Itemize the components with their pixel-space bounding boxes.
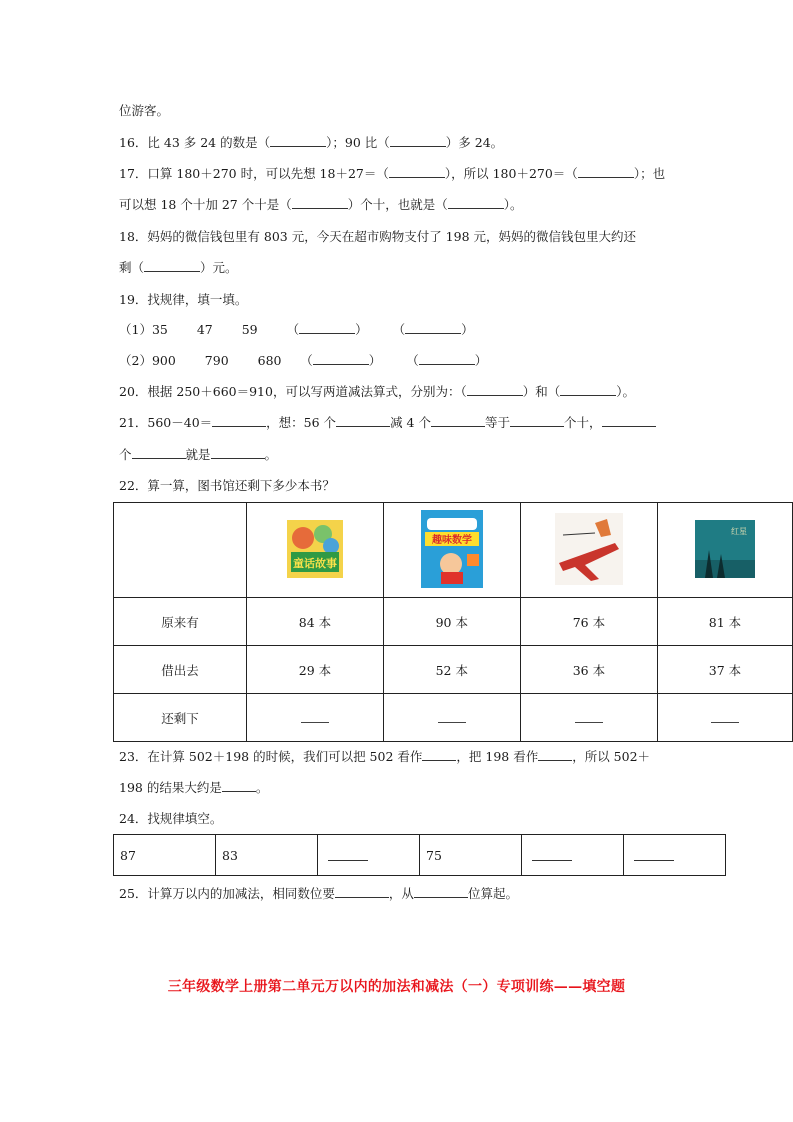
answer-cell[interactable]: [383, 694, 520, 742]
answer-blank[interactable]: [578, 165, 634, 178]
table-row: [114, 646, 793, 694]
sequence-answer-cell[interactable]: [624, 835, 726, 876]
answer-blank[interactable]: [389, 165, 445, 178]
sequence-cell: 87: [114, 835, 216, 876]
question-21-cont: 个 就是 。: [119, 447, 278, 462]
answer-blank[interactable]: [211, 446, 265, 459]
answer-blank[interactable]: [510, 414, 564, 427]
row-label: 借出去: [114, 646, 247, 694]
table-row: [114, 694, 793, 742]
question-20: 20．根据 250＋660＝910，可以写两道减法算式，分别为：（ ）和（ ）。: [119, 384, 635, 399]
books-table: [113, 502, 793, 742]
fairy-tale-book-icon: [287, 520, 343, 578]
answer-blank[interactable]: [222, 779, 256, 792]
answer-blank[interactable]: [270, 134, 326, 147]
answer-blank[interactable]: [422, 748, 456, 761]
answer-blank[interactable]: [335, 885, 389, 898]
footer-title: 三年级数学上册第二单元万以内的加法和减法（一）专项训练——填空题: [167, 979, 626, 995]
row-label: 原来有: [114, 598, 247, 646]
row-label: 还剩下: [114, 694, 247, 742]
answer-blank[interactable]: [431, 414, 485, 427]
text-line: 位游客。: [119, 103, 170, 118]
answer-blank[interactable]: [419, 352, 475, 365]
question-24: 24．找规律填空。: [119, 811, 223, 826]
book-cover-cell: [247, 503, 384, 598]
answer-blank[interactable]: [132, 446, 186, 459]
answer-blank[interactable]: [560, 383, 616, 396]
sequence-answer-cell[interactable]: [522, 835, 624, 876]
table-cell: 90 本: [383, 598, 520, 646]
question-19-2: （2）900 790 680 （ ） （ ）: [119, 353, 488, 368]
sequence-cell: 83: [216, 835, 318, 876]
corner-cell: [114, 503, 247, 598]
answer-blank[interactable]: [390, 134, 446, 147]
answer-blank[interactable]: [602, 414, 656, 427]
question-17: 17．口算 180＋270 时，可以先想 18＋27＝（ ），所以 180＋270＝（ ）；也: [119, 166, 666, 181]
sequence-answer-cell[interactable]: [318, 835, 420, 876]
answer-blank[interactable]: [299, 321, 355, 334]
answer-blank[interactable]: [292, 196, 348, 209]
question-23: 23．在计算 502＋198 的时候，我们可以把 502 看作 ，把 198 看作 ，所以 502＋: [119, 749, 651, 764]
question-19-1: （1）35 47 59 （ ） （ ）: [119, 322, 474, 337]
answer-blank[interactable]: [405, 321, 461, 334]
book-cover-cell: [658, 503, 793, 598]
answer-cell[interactable]: [247, 694, 384, 742]
svg-text:童话故事: 童话故事: [292, 556, 337, 570]
answer-blank[interactable]: [414, 885, 468, 898]
question-17-cont: 可以想 18 个十加 27 个十是（ ）个十，也就是（ ）。: [119, 197, 523, 212]
book-cover-cell: [520, 503, 657, 598]
red-star-book-icon: [695, 520, 755, 578]
answer-blank[interactable]: [313, 352, 369, 365]
book-cover-cell: [383, 503, 520, 598]
question-18: 18．妈妈的微信钱包里有 803 元，今天在超市购物支付了 198 元，妈妈的微信钱包里大约还: [119, 229, 637, 244]
question-22: 22．算一算，图书馆还剩下多少本书？: [119, 478, 335, 493]
sequence-cell: 75: [420, 835, 522, 876]
answer-blank[interactable]: [538, 748, 572, 761]
svg-text:红星: 红星: [731, 526, 747, 536]
table-cell: 76 本: [520, 598, 657, 646]
table-cell: 37 本: [658, 646, 793, 694]
answer-cell[interactable]: [520, 694, 657, 742]
answer-blank[interactable]: [467, 383, 523, 396]
answer-blank[interactable]: [212, 414, 266, 427]
table-cell: 29 本: [247, 646, 384, 694]
question-25: 25．计算万以内的加减法，相同数位要 ，从 位算起。: [119, 886, 518, 901]
question-16: 16．比 43 多 24 的数是（ ）；90 比（ ）多 24。: [119, 135, 504, 150]
answer-blank[interactable]: [336, 414, 390, 427]
sequence-table: [113, 834, 726, 876]
table-cell: 52 本: [383, 646, 520, 694]
answer-cell[interactable]: [658, 694, 793, 742]
answer-blank[interactable]: [448, 196, 504, 209]
svg-text:趣味数学: 趣味数学: [431, 534, 472, 546]
table-cell: 81 本: [658, 598, 793, 646]
airplane-book-icon: [555, 513, 623, 585]
question-19: 19．找规律，填一填。: [119, 292, 248, 307]
table-row: [114, 835, 726, 876]
table-row: [114, 598, 793, 646]
answer-blank[interactable]: [144, 259, 200, 272]
table-cell: 84 本: [247, 598, 384, 646]
question-21: 21．560－40＝ ，想：56 个 减 4 个 等于 个十，: [119, 414, 656, 432]
question-23-cont: 198 的结果大约是 。: [119, 780, 269, 795]
math-book-icon: [421, 510, 483, 588]
table-cell: 36 本: [520, 646, 657, 694]
question-18-cont: 剩（ ）元。: [119, 260, 238, 275]
